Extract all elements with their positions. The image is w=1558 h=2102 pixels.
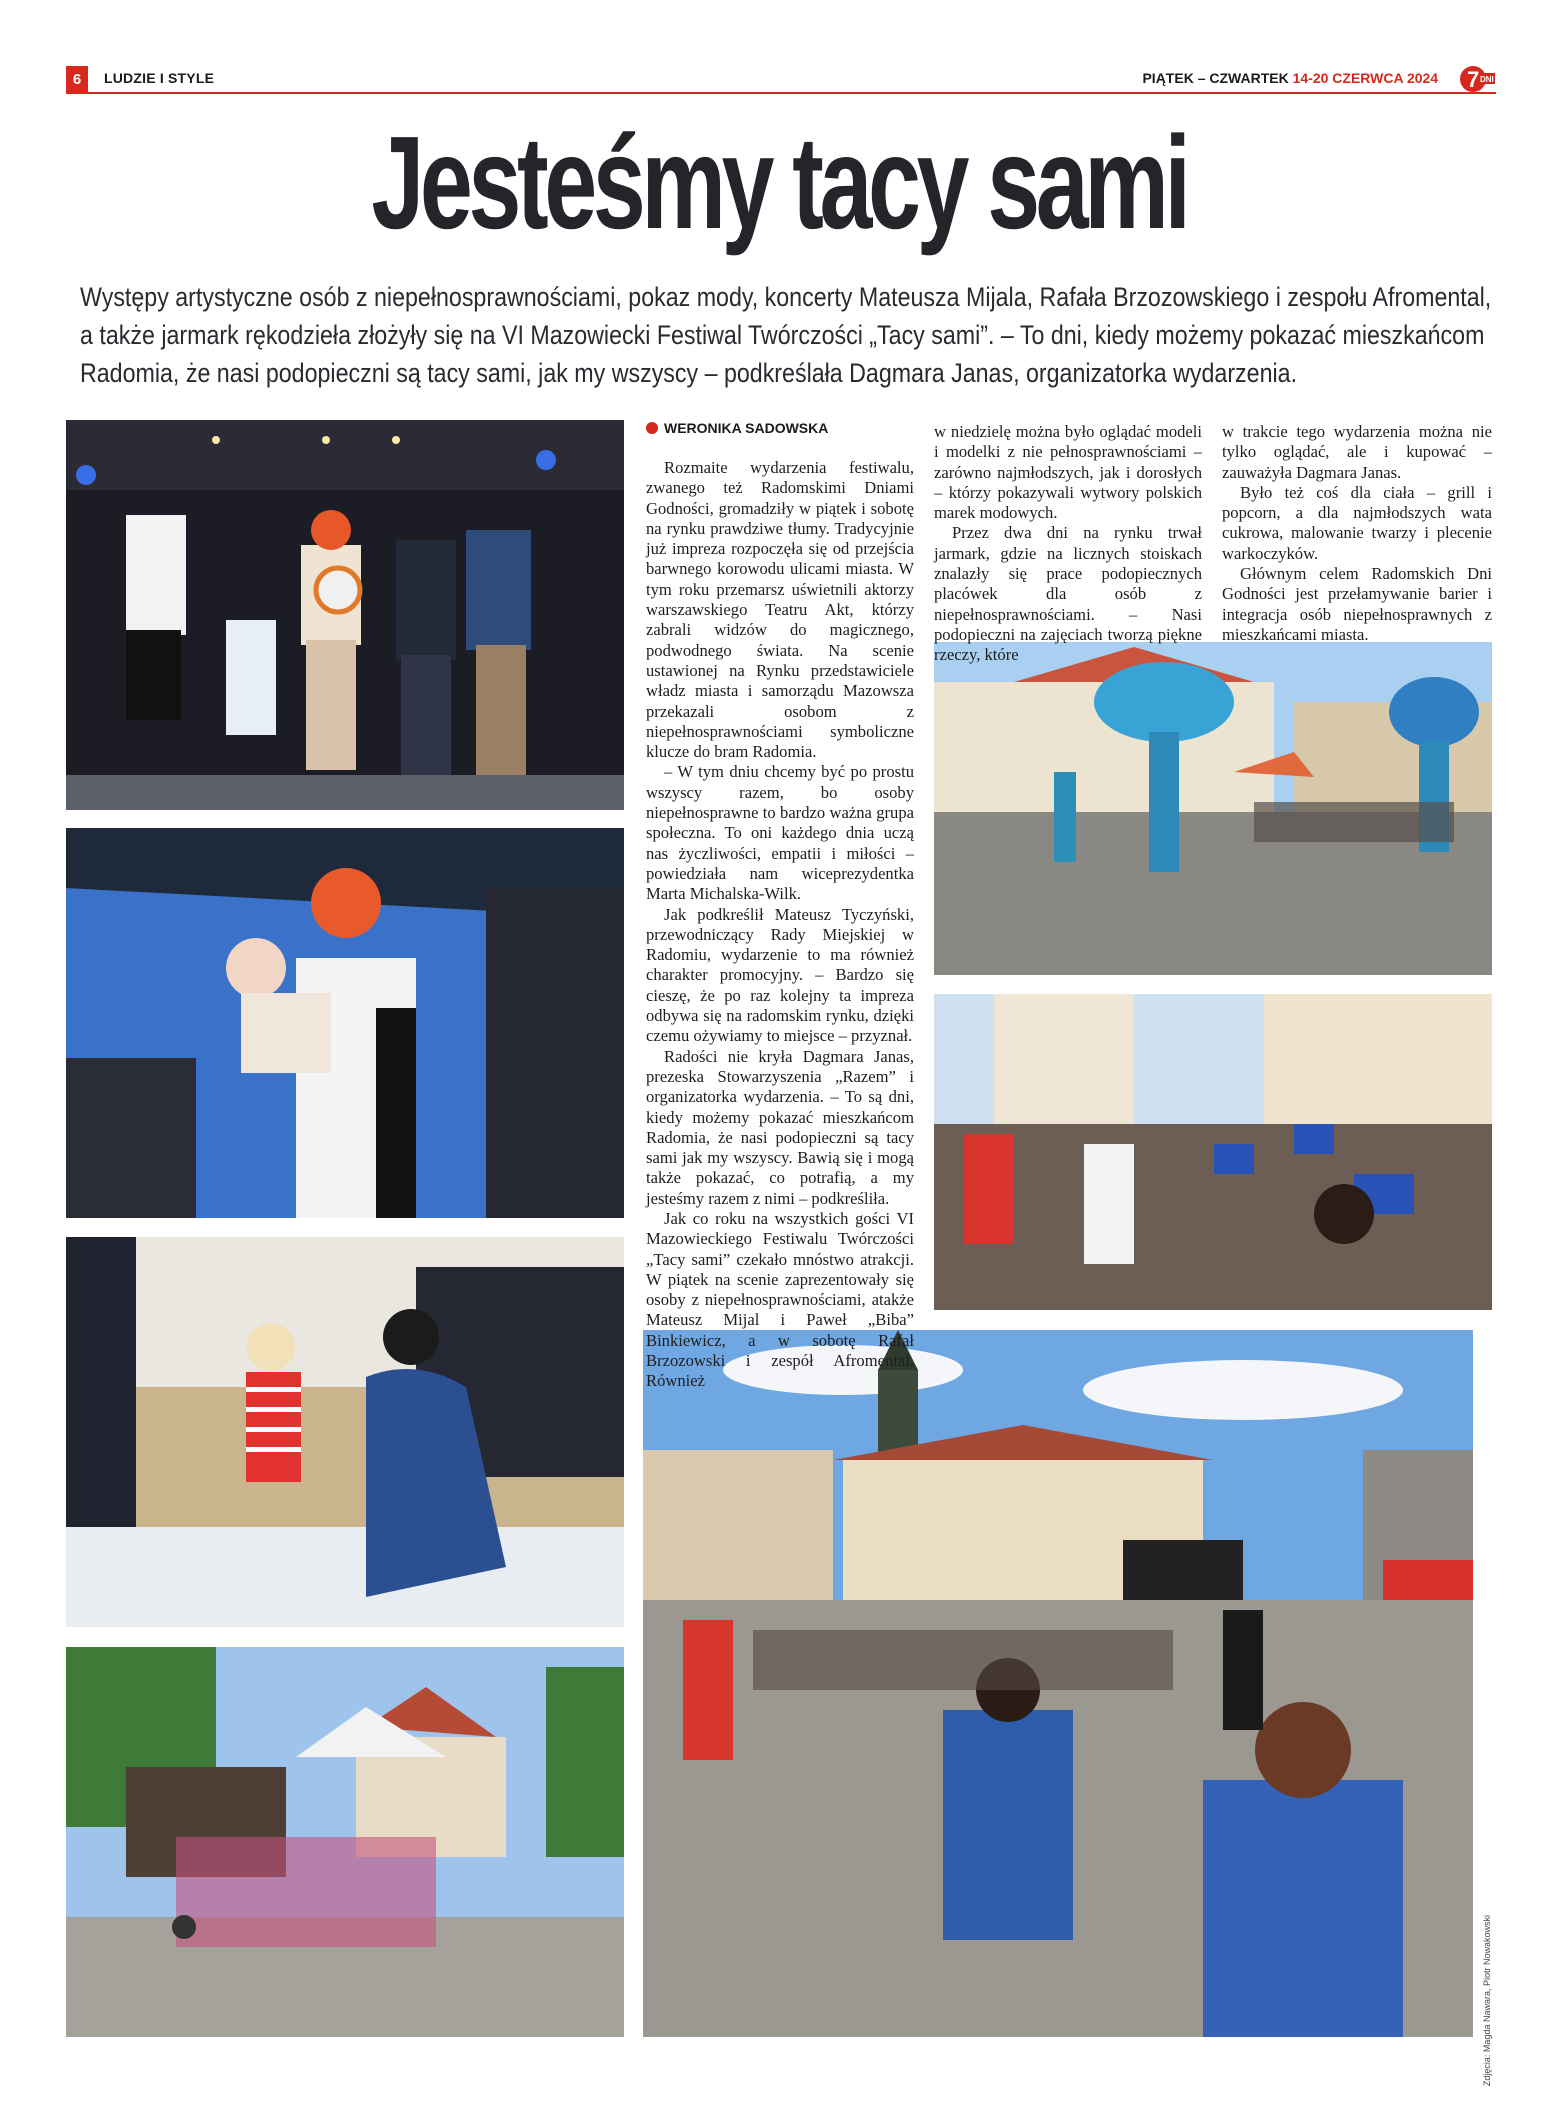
byline [646,420,828,436]
lead-paragraph: Występy artystyczne osób z niepełnosprawnościami, pokaz mody, koncerty Mateusza Mijala, Rafała Brzozowskiego i zespołu Afromental, a także jarmark rękodzieła złożyły się na VI Mazowiecki Festiwal Twórczości „Tacy sami”. – To dni, kiedy możemy pokazać mieszkańcom Radomia, że nasi podopieczni są tacy sami, jak my wszyscy – podkreślała Dagmara Janas, organizatorka wydarzenia. [80,282,1492,388]
headline: Jesteśmy tacy sami [371,109,1187,256]
photo-crowd-signs [934,994,1492,1310]
photo-baby-stage [66,828,624,1218]
article-column-1 [646,458,914,1392]
section-title: LUDZIE I STYLE [104,70,215,86]
paragraph: Było też coś dla ciała – grill i popcorn, a dla najmłodszych wata cukrowa, malowanie twarzy i plecenie warkoczyków. [1222,482,1492,563]
paragraph: Jak co roku na wszystkich gości VI Mazowieckiego Festiwalu Twórczości „Tacy sami” czekało mnóstwo atrakcji. W piątek na scenie zaprezentowały się osoby z niepełnosprawnościami, atakże Mateusz Mijal i Paweł „Biba” Binkiewicz, a w sobotę Rafał Brzozowski i zespół Afromental. Również [646,1208,914,1391]
article-column-2 [934,422,1202,666]
issue-date-prefix: PIĄTEK – CZWARTEK [1142,70,1289,86]
issue-date-range: 14-20 CZERWCA 2024 [1292,70,1439,86]
paragraph: w niedzielę można było oglądać modeli i modelki z nie pełnosprawnościami – zarówno najmłodszych, jak i dorosłych – którzy pokazywali wytwory polskich marek modowych. [934,422,1202,523]
paragraph: Jak podkreślił Mateusz Tyczyński, przewodniczący Rady Miejskiej w Radomiu, wydarzenie to ma również charakter promocyjny. – Bardzo się cieszę, że po raz kolejny ta impreza odbywa się na radomskim rynku, dzięki czemu ożywiamy to miejsce – przyznał. [646,904,914,1046]
paragraph: Przez dwa dni na rynku trwał jarmark, gdzie na licznych stoiskach znalazły się prace podopiecznych placówek dla osób z niepełnosprawnościami. – Nasi podopieczni na zajęciach tworzą piękne rzeczy, które [934,523,1202,665]
photo-credit: Zdjęcia: Magda Nawara, Piotr Nowakowski [1482,1915,1492,2087]
photo-market-stalls [66,1647,624,2037]
svg-text:7: 7 [1467,67,1480,92]
photo-child-fashion [66,1237,624,1627]
paragraph: Radości nie kryła Dagmara Janas, prezeska Stowarzyszenia „Razem” i organizatorka wydarzenia. – To są dni, kiedy możemy pokazać mieszkańcom Radomia, że nasi podopieczni są tacy sami jak my wszyscy. Bawią się i mogą także pokazać, co potrafią, a my jesteśmy razem z nimi – podkreśliła. [646,1046,914,1208]
paragraph: w trakcie tego wydarzenia można nie tylko oglądać, ale i kupować – zauważyła Dagmara Janas. [1222,422,1492,482]
photo-parade-square [643,1330,1473,2037]
issue-date [1142,70,1488,86]
paragraph: Rozmaite wydarzenia festiwalu, zwanego też Radomskimi Dniami Godności, gromadziły w piątek i sobotę na rynku prawdziwe tłumy. Tradycyjnie już impreza rozpoczęła się od przejścia barwnego korowodu ulicami miasta. W tym roku przemarsz uświetnili aktorzy warszawskiego Teatru Akt, którzy zabrali widzów do magicznego, podwodnego świata. Na scenie ustawionej na Rynku przedstawiciele władz miasta i samorządu Mazowsza przekazali osobom z niepełnosprawnościami symboliczne klucze do bram Radomia. [646,458,914,762]
byline-author: WERONIKA SADOWSKA [664,420,829,436]
page-number: 6 [66,66,88,92]
newspaper-logo [1459,64,1495,94]
header-rule [66,92,1496,94]
photo-parade-costumes [934,642,1492,975]
byline-bullet [646,422,658,434]
article-column-3 [1222,422,1492,645]
paragraph: – W tym dniu chcemy być po prostu wszyscy razem, bo osoby niepełnosprawne to bardzo ważna grupa społeczna. To oni każdego dnia uczą nas życzliwości, empatii i miłości – powiedziała nam wiceprezydentka Marta Michalska-Wilk. [646,762,914,904]
photo-stage-keys [66,420,624,810]
paragraph: Głównym celem Radomskich Dni Godności jest przełamywanie barier i integracja osób niepełnosprawnych z mieszkańcami miasta. [1222,564,1492,644]
logo-text: DNI [1480,75,1494,84]
